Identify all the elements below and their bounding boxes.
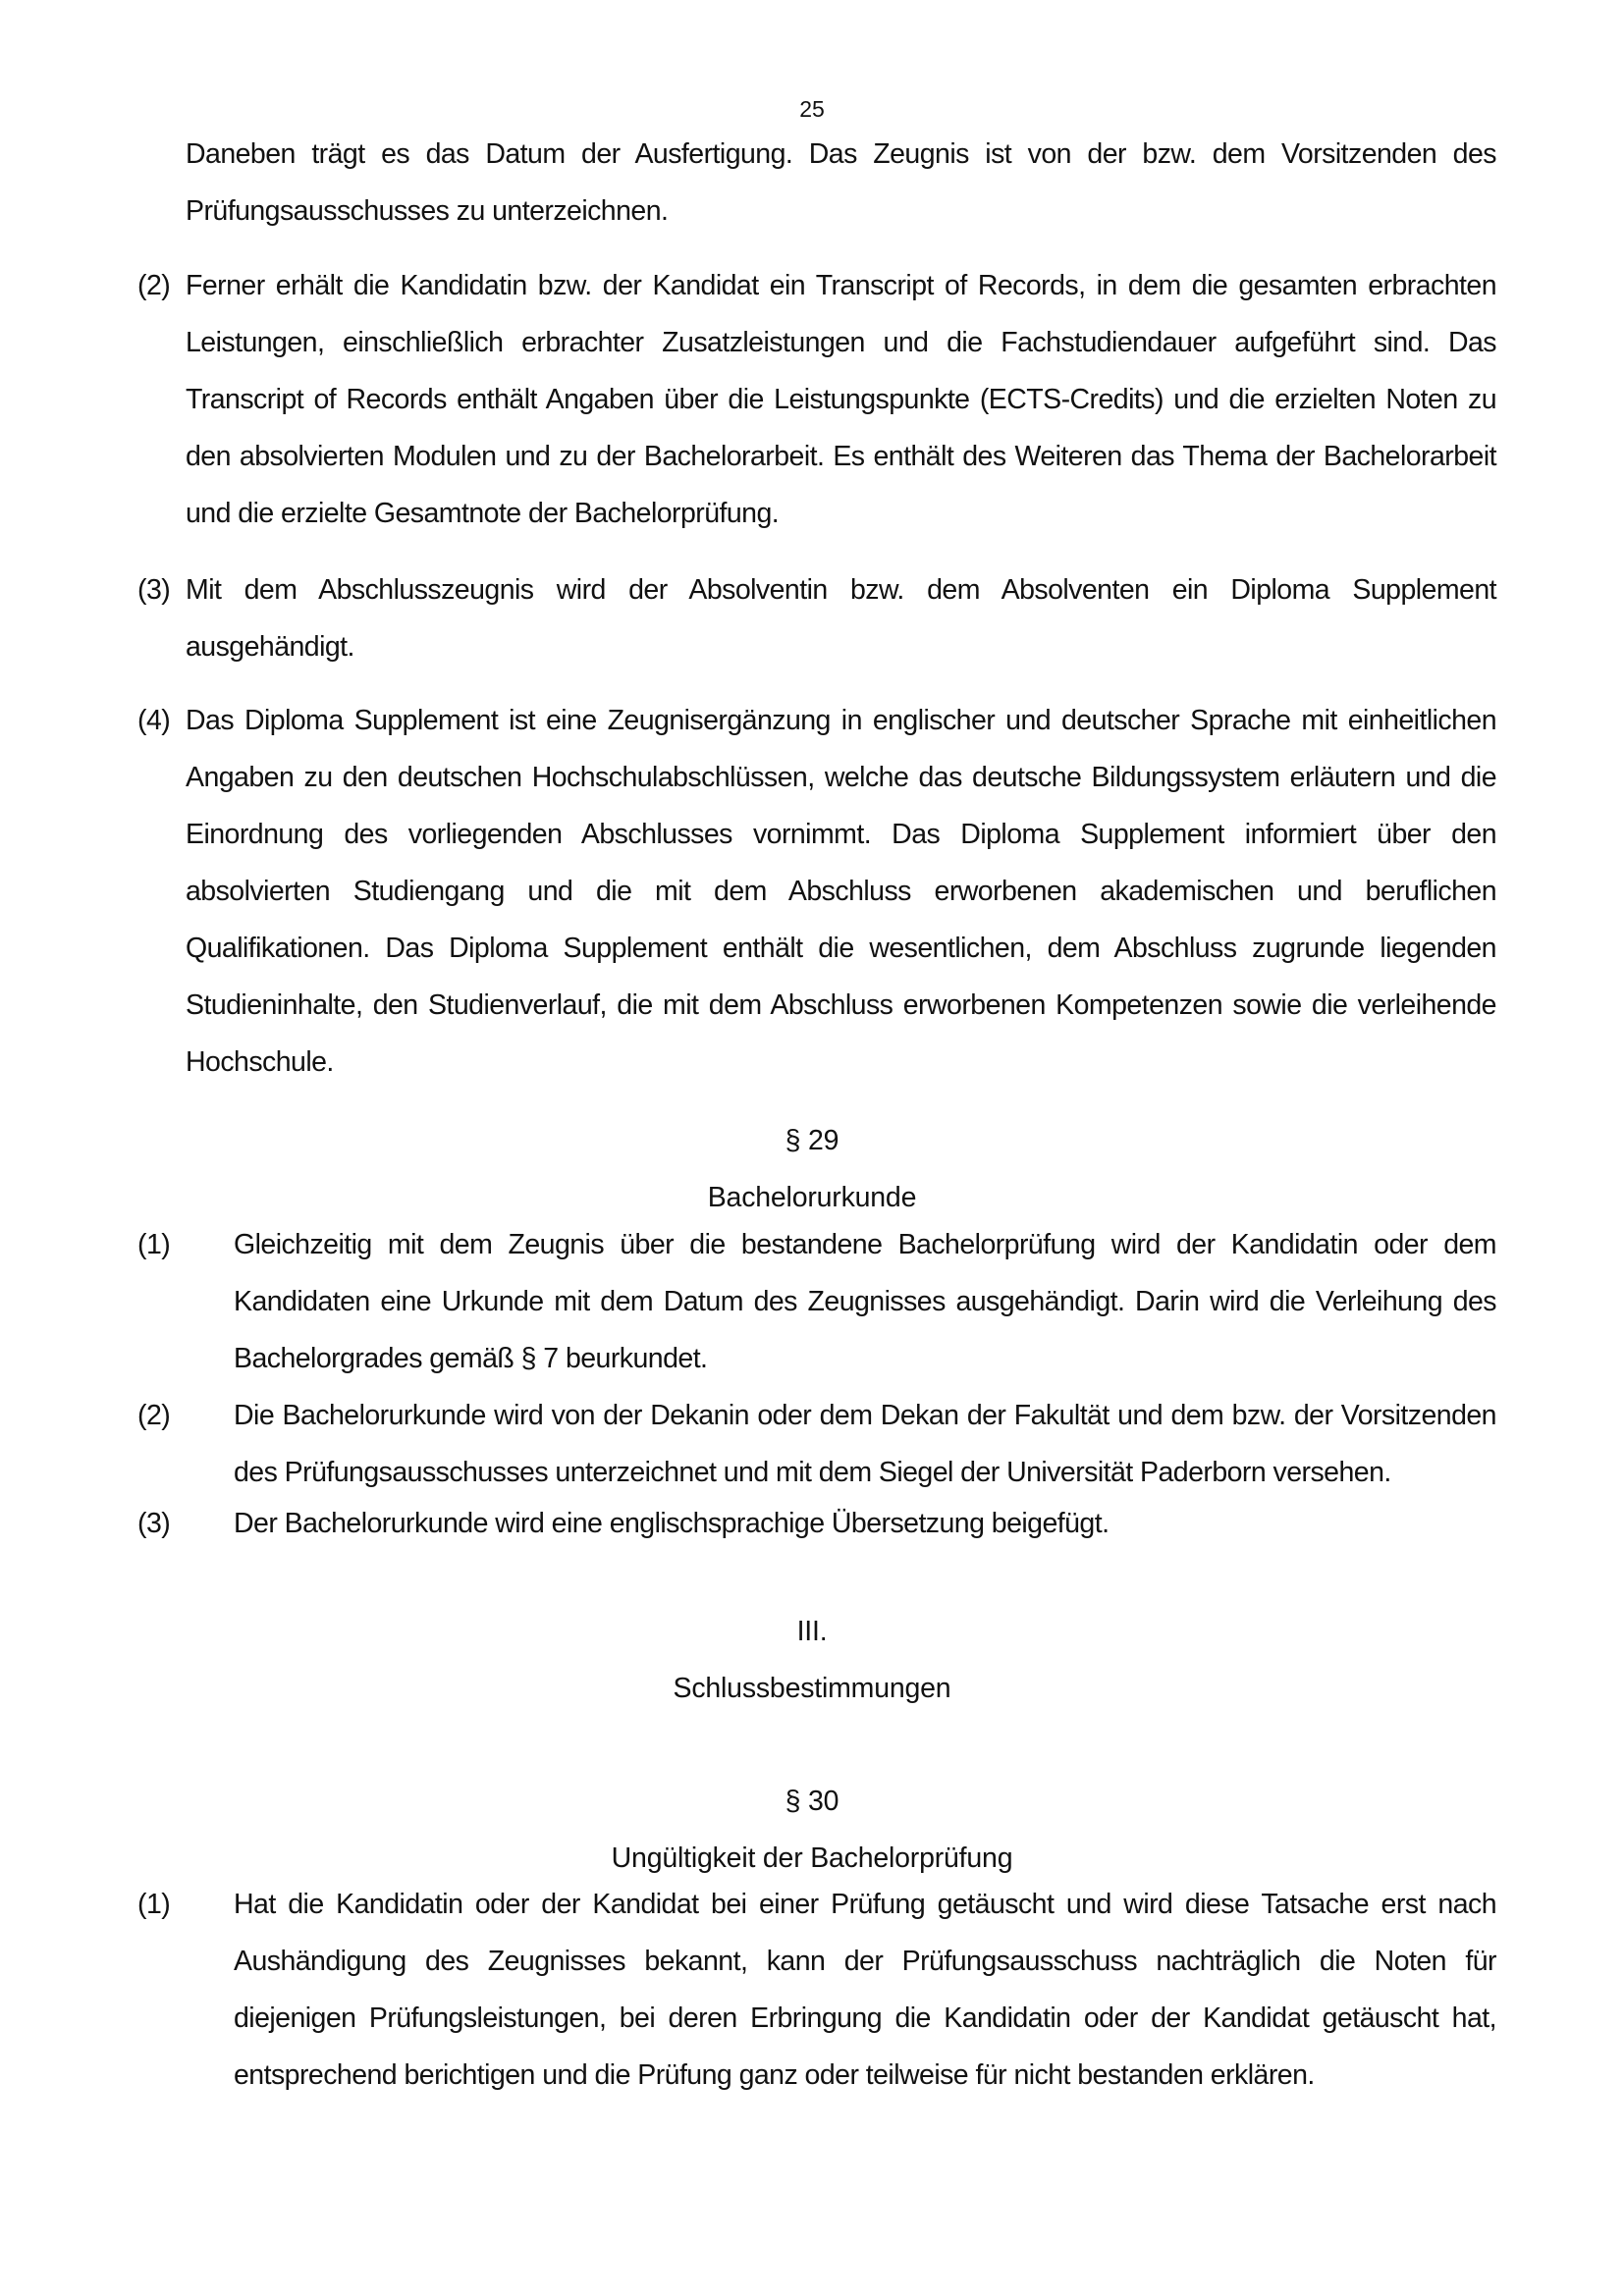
section-28-paragraph-2 <box>137 257 1496 542</box>
paragraph-number: (3) <box>137 1508 171 1539</box>
section-30-paragraph-1 <box>137 1876 1496 2104</box>
section-title: Ungültigkeit der Bachelorprüfung <box>611 1842 1013 1874</box>
section-number: § 29 <box>785 1125 839 1156</box>
paragraph-number: (2) <box>137 270 171 301</box>
intro-paragraph <box>137 126 1496 240</box>
paragraph-number: (4) <box>137 705 171 736</box>
paragraph-text: Der Bachelorurkunde wird eine englischsprachige Übersetzung beigefügt. <box>234 1508 1110 1539</box>
section-29-paragraph-1 <box>137 1216 1496 1387</box>
section-29-paragraph-2 <box>137 1387 1496 1501</box>
part-number: III. <box>796 1616 828 1647</box>
section-28-paragraph-3 <box>137 561 1496 675</box>
part-3-heading <box>0 1603 1624 1717</box>
paragraph-text: Gleichzeitig mit dem Zeugnis über die bestandene Bachelorprüfung wird der Kandidatin oder dem Kandidaten eine Urkunde mit dem Datum des Zeugnisses ausgehändigt. Darin wird die Verleihung des Bachelorgrades gemäß § 7 beurkundet. <box>234 1229 1496 1374</box>
page-number: 25 <box>799 96 825 122</box>
paragraph-text: Ferner erhält die Kandidatin bzw. der Kandidat ein Transcript of Records, in dem die gesamten erbrachten Leistungen, einschließlich erbrachter Zusatzleistungen und die Fachstudiendauer aufgeführt sind. Das Transcript of Records enthält Angaben über die Leistungspunkte (ECTS-Credits) und die erzielten Noten zu den absolvierten Modulen und zu der Bachelorarbeit. Es enthält des Weiteren das Thema der Bachelorarbeit und die erzielte Gesamtnote der Bachelorprüfung. <box>186 270 1496 529</box>
section-title: Bachelorurkunde <box>707 1182 917 1213</box>
paragraph-number: (2) <box>137 1400 171 1431</box>
section-29-paragraph-3 <box>137 1495 1496 1552</box>
section-number: § 30 <box>785 1786 839 1817</box>
part-title: Schlussbestimmungen <box>673 1673 951 1704</box>
paragraph-text: Mit dem Abschlusszeugnis wird der Absolventin bzw. dem Absolventen ein Diploma Supplement ausgehändigt. <box>186 574 1496 663</box>
intro-text: Daneben trägt es das Datum der Ausfertigung. Das Zeugnis ist von der bzw. dem Vorsitzenden des Prüfungsausschusses zu unterzeichnen. <box>186 138 1496 227</box>
paragraph-text: Die Bachelorurkunde wird von der Dekanin oder dem Dekan der Fakultät und dem bzw. der Vorsitzenden des Prüfungsausschusses unterzeichnet und mit dem Siegel der Universität Paderborn versehen. <box>234 1400 1496 1488</box>
section-29-heading <box>0 1112 1624 1226</box>
section-30-heading <box>0 1773 1624 1887</box>
paragraph-number: (3) <box>137 574 171 606</box>
paragraph-text: Das Diploma Supplement ist eine Zeugnisergänzung in englischer und deutscher Sprache mit einheitlichen Angaben zu den deutschen Hochschulabschlüssen, welche das deutsche Bildungssystem erläutern und die Einordnung des vorliegenden Abschlusses vornimmt. Das Diploma Supplement informiert über den absolvierten Studiengang und die mit dem Abschluss erworbenen akademischen und beruflichen Qualifikationen. Das Diploma Supplement enthält die wesentlichen, dem Abschluss zugrunde liegenden Studieninhalte, den Studienverlauf, die mit dem Abschluss erworbenen Kompetenzen sowie die verleihende Hochschule. <box>186 705 1496 1078</box>
paragraph-number: (1) <box>137 1889 171 1920</box>
paragraph-text: Hat die Kandidatin oder der Kandidat bei einer Prüfung getäuscht und wird diese Tatsache erst nach Aushändigung des Zeugnisses bekannt, kann der Prüfungsausschuss nachträglich die Noten für diejenigen Prüfungsleistungen, bei deren Erbringung die Kandidatin oder der Kandidat getäuscht hat, entsprechend berichtigen und die Prüfung ganz oder teilweise für nicht bestanden erklären. <box>234 1889 1496 2091</box>
section-28-paragraph-4 <box>137 692 1496 1091</box>
paragraph-number: (1) <box>137 1229 171 1260</box>
